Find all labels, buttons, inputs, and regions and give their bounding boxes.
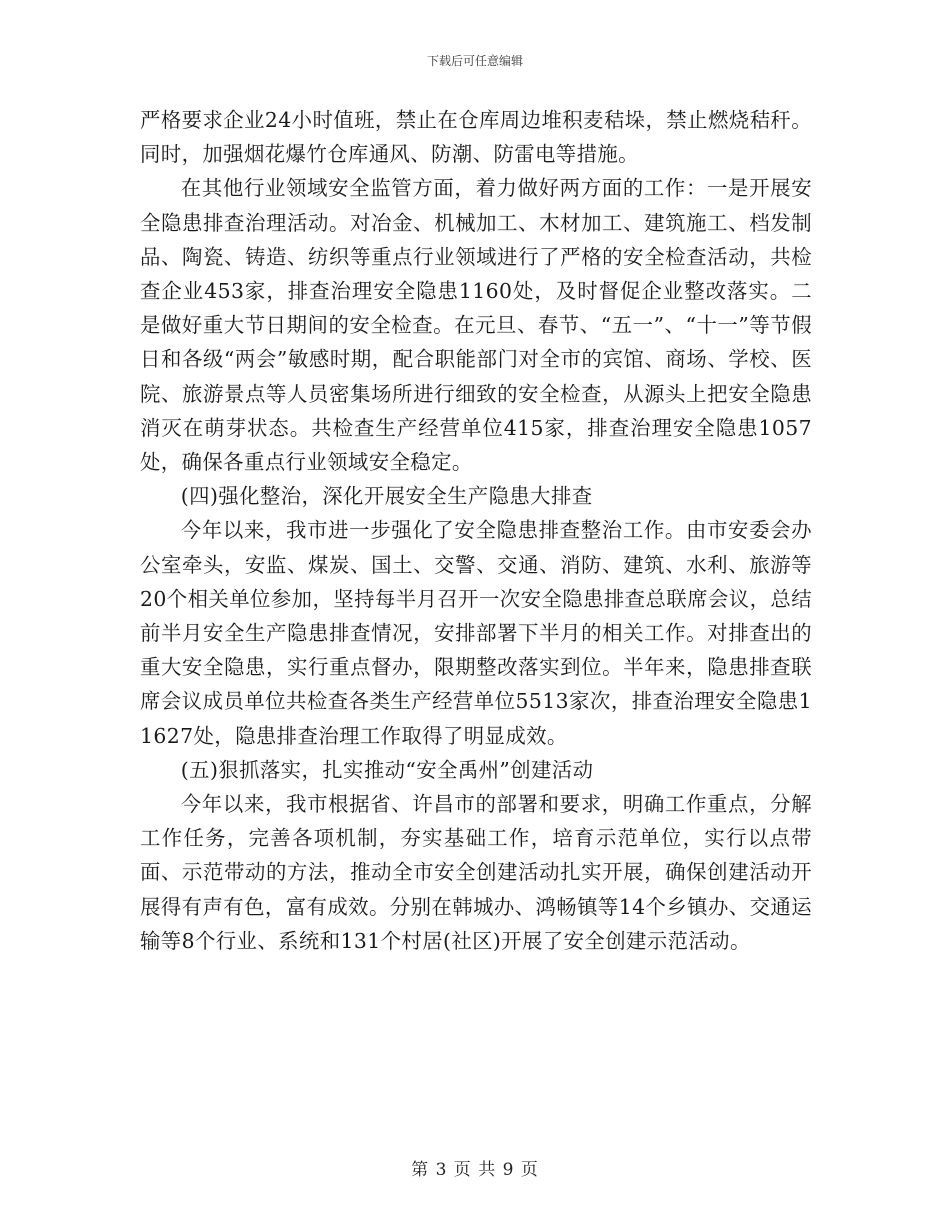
page-footer: 第 3 页 共 9 页 — [411, 1160, 539, 1180]
section-heading-4: (四)强化整治，深化开展安全生产隐患大排查 — [180, 484, 593, 509]
paragraph-safety-campaign: 今年以来，我市根据省、许昌市的部署和要求，明确工作重点，分解工作任务，完善各项机制，夯实基础工作，培育示范单位，实行以点带面、示范带动的方法，推动全市安全创建活动扎实开展，确保创建活动开展得有声有色，富有成效。分别在韩城办、鸿畅镇等14个乡镇办、交通运输等8个行业、系统和131个村居(社区)开展了安全创建示范活动。 — [140, 792, 812, 953]
page-header: 下载后可任意编辑 — [426, 54, 523, 68]
paragraph-continuation: 严格要求企业24小时值班，禁止在仓库周边堆积麦秸垛，禁止燃烧秸秆。同时，加强烟花爆竹仓库通风、防潮、防雷电等措施。 — [140, 108, 812, 167]
paragraph-hazard-inspection: 今年以来，我市进一步强化了安全隐患排查整治工作。由市安委会办公室牵头，安监、煤炭、国土、交警、交通、消防、建筑、水利、旅游等20个相关单位参加，坚持每半月召开一次安全隐患排查总联席会议，总结前半月安全生产隐患排查情况，安排部署下半月的相关工作。对排查出的重大安全隐患，实行重点督办，限期整改落实到位。半年来，隐患排查联席会议成员单位共检查各类生产经营单位5513家次，排查治理安全隐患11627处，隐患排查治理工作取得了明显成效。 — [140, 518, 812, 748]
document-body — [140, 103, 812, 958]
paragraph-other-industries: 在其他行业领域安全监管方面，着力做好两方面的工作：一是开展安全隐患排查治理活动。对冶金、机械加工、木材加工、建筑施工、档发制品、陶瓷、铸造、纺织等重点行业领域进行了严格的安全检查活动，共检查企业453家，排查治理安全隐患1160处，及时督促企业整改落实。二是做好重大节日期间的安全检查。在元旦、春节、“五一”、“十一”等节假日和各级“两会”敏感时期，配合职能部门对全市的宾馆、商场、学校、医院、旅游景点等人员密集场所进行细致的安全检查，从源头上把安全隐患消灭在萌芽状态。共检查生产经营单位415家，排查治理安全隐患1057处，确保各重点行业领域安全稳定。 — [140, 176, 812, 475]
section-heading-5: (五)狠抓落实，扎实推动“安全禹州”创建活动 — [180, 757, 594, 782]
